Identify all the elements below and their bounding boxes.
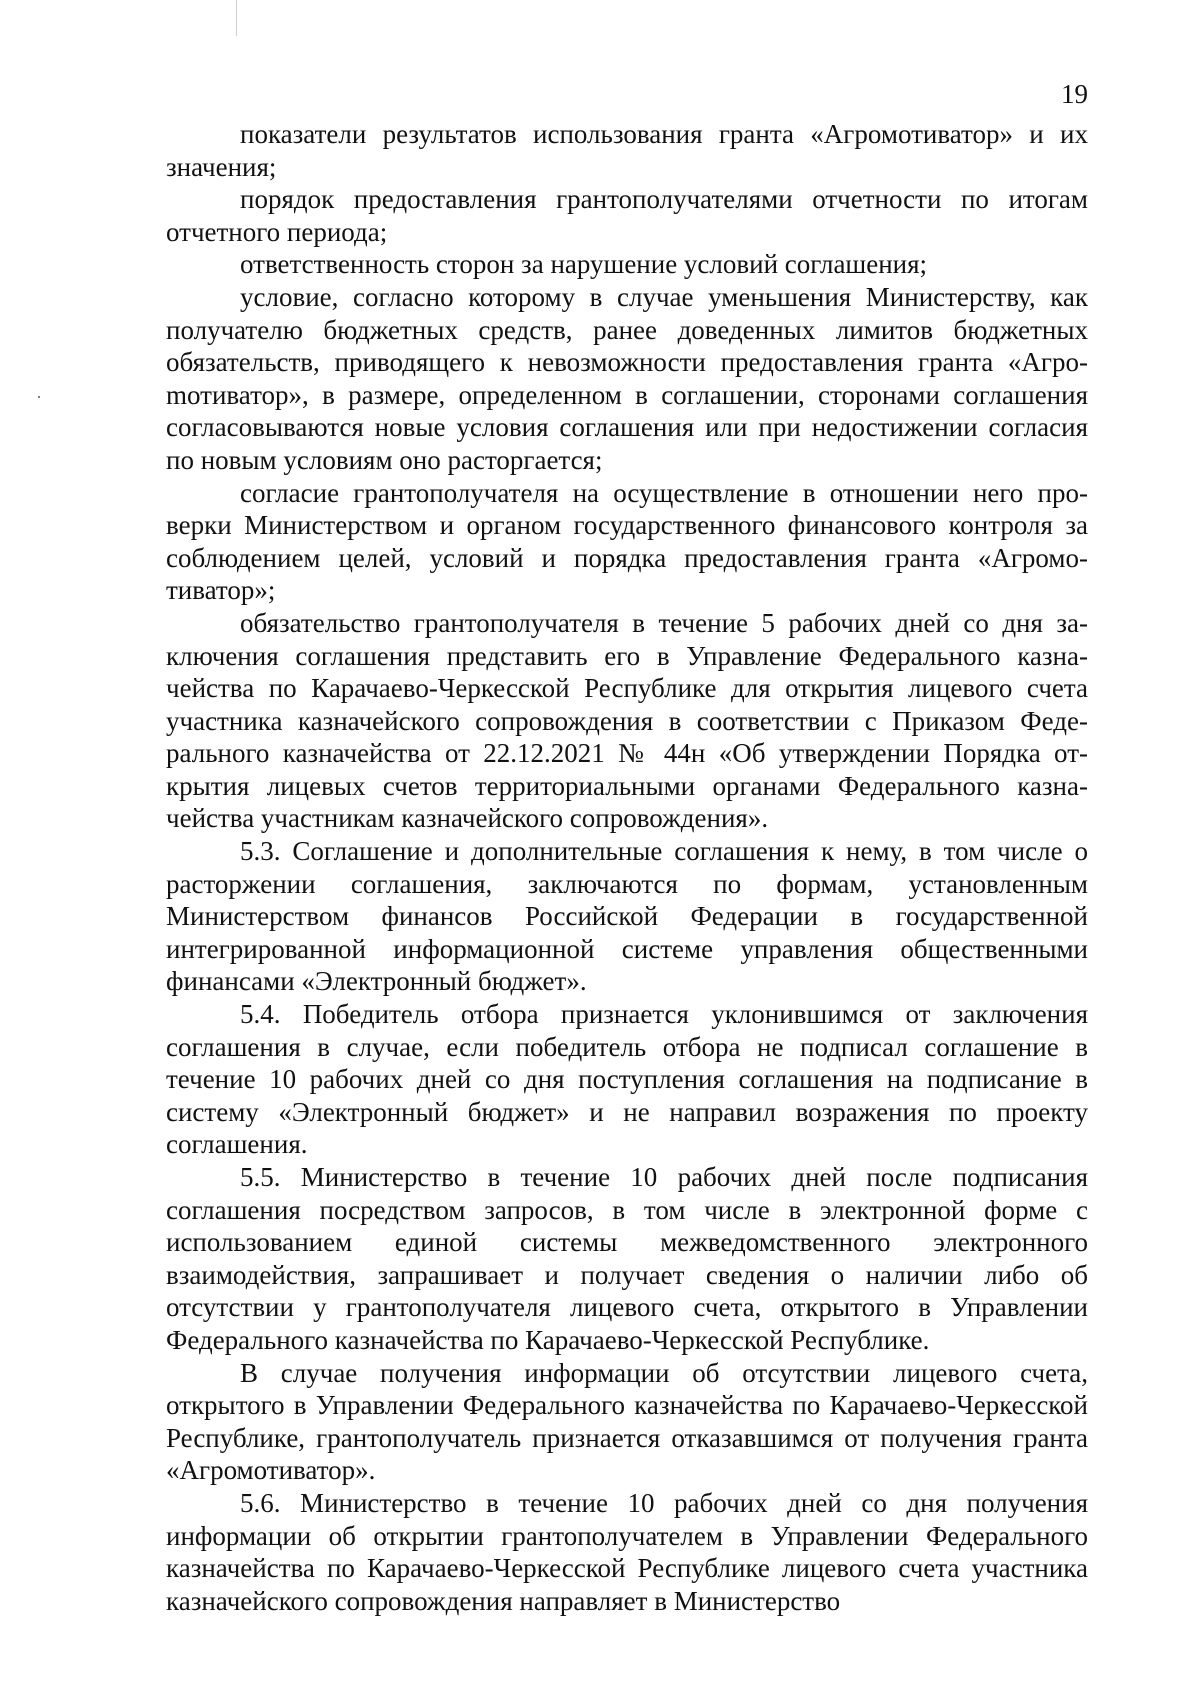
scan-fold-mark <box>236 0 237 36</box>
page-number: 19 <box>1061 79 1088 109</box>
paragraph-section-5-4: 5.4. Победитель отбора признается уклонившимся от заключения соглашения в случае, если победитель отбора не подписал соглашение в течение 10 рабочих дней со дня поступления соглашения на подписание в систему «Электронный бюджет» и не направил возражения по проекту соглашения. <box>166 999 1088 1160</box>
scan-speck <box>38 396 40 398</box>
paragraph-no-account-case: В случае получения информации об отсутствии лицевого счета, открытого в Управлении Федерального казначейства по Карачаево-Черкесской Республике, грантополучатель признается отказавшимся от получения гранта «Агромотиватор». <box>166 1357 1088 1486</box>
document-body <box>166 118 1088 1617</box>
paragraph-responsibility: ответственность сторон за нарушение условий соглашения; <box>240 249 928 280</box>
paragraph-section-5-6: 5.6. Министерство в течение 10 рабочих дней со дня получения информации об открытии грантополучателем в Управлении Федерального казначейства по Карачаево-Черкесской Республике лицевого счета участника казначейского сопровождения направляет в Министерство <box>166 1487 1088 1616</box>
paragraph-result-indicators: показатели результатов использования гранта «Агромотиватор» и их значения; <box>166 119 1088 182</box>
paragraph-section-5-5: 5.5. Министерство в течение 10 рабочих дней после подписания соглашения посредством запросов, в том числе в электронной форме с использованием единой системы межведомственного электронного взаимодействия, запрашивает и получает сведения о наличии либо об отсутствии у грантополучателя лицевого счета, открытого в Управлении Федерального казначейства по Карачаево-Черкесской Республике. <box>166 1162 1088 1355</box>
paragraph-reporting-procedure: порядок предоставления грантополучателями отчетности по итогам отчетного периода; <box>166 184 1088 247</box>
paragraph-limit-reduction-condition: условие, согласно которому в случае уменьшения Министерству, как получателю бюджетных средств, ранее доведенных лимитов бюджетных обязательств, приводящего к невозможности предоставления гранта «Агроmотиватор», в размере, определенном в соглашении, сторонами соглашения согласовываются новые условия соглашения или при недостижении согласия по новым условиям оно расторгается; <box>166 281 1088 475</box>
paragraph-section-5-3: 5.3. Соглашение и дополнительные соглашения к нему, в том числе о расторжении соглашения, заключаются по формам, установленным Министерством финансов Российской Федерации в государственной интегрированной информационной системе управления общественными финансами «Электронный бюджет». <box>166 836 1088 997</box>
paragraph-inspection-consent: согласие грантополучателя на осуществление в отношении него проверки Министерством и органом государственного финансового контроля за соблюдением целей, условий и порядка предоставления гранта «Агромотиватор»; <box>166 477 1088 606</box>
paragraph-treasury-obligation: обязательство грантополучателя в течение 5 рабочих дней со дня заключения соглашения представить его в Управление Федерального казначейства по Карачаево-Черкесской Республике для открытия лицевого счета участника казначейского сопровождения в соответствии с Приказом Федерального казначейства от 22.12.2021 № 44н «Об утверждении Порядка открытия лицевых счетов территориальными органами Федерального казначейства участникам казначейского сопровождения». <box>166 607 1088 834</box>
